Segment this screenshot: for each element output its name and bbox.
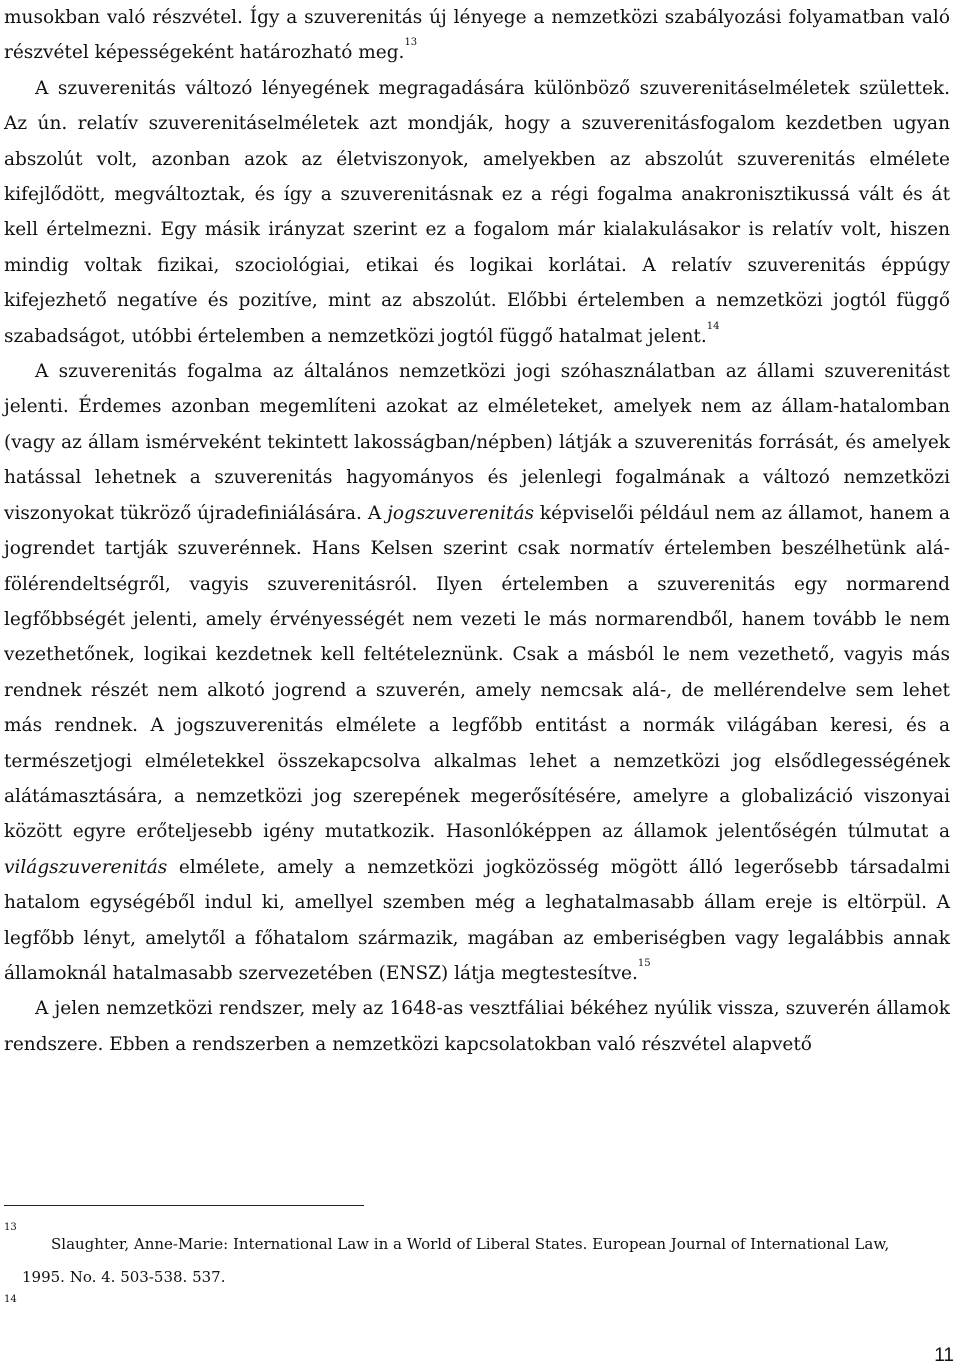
paragraph-text: musokban való részvétel. Így a szuverenitás új lényege a nemzetközi szabályozási folyamatban való részvétel képességeként határozható meg. xyxy=(4,7,950,64)
footnote-number: 13 xyxy=(4,1222,17,1233)
paragraph xyxy=(4,991,950,1062)
footnote-ref-14: 14 xyxy=(706,320,720,332)
footnote-text: Slaughter, Anne-Marie: International Law in a World of Liberal States. European Journal of International Law, 1995. No. 4. 503-538. 537. xyxy=(22,1235,890,1286)
paragraph-text: A szuverenitás fogalma az általános nemzetközi jogi szóhasználatban az állami szuverenitást jelenti. Érdemes azonban megemlíteni azokat az elméleteket, amelyek nem az állam-hatalomban (vagy az állam ismérveként tekintett lakosságban/népben) látják a szuverenitás forrását, és amelyek hatással lehetnek a szuverenitás hagyományos és jelenlegi fogalmának a változó nemzetközi viszonyokat tükröző újradefiniálására. A xyxy=(4,361,950,524)
footnote-number: 14 xyxy=(4,1294,17,1305)
italic-term-vilagszuverenitas: világszuverenitás xyxy=(4,856,168,878)
paragraph xyxy=(4,354,950,991)
paragraph-text: elmélete, amely a nemzetközi jogközösség mögött álló legerősebb társadalmi hatalom egységéből indul ki, amellyel szemben még a leghatalmasabb állam ereje is eltörpül. A legfőbb lényt, amelytől a főhatalom származik, magában az emberiségben vagy legalábbis annak államoknál hatalmasabb szervezetében (ENSZ) látja megtestesítve. xyxy=(4,856,950,984)
page-number: 11 xyxy=(934,1345,954,1366)
paragraph xyxy=(4,71,950,354)
paragraph-text: képviselői például nem az államot, hanem a jogrendet tartják szuverénnek. Hans Kelsen szerint csak normatív értelemben beszélhetünk alá-fölérendeltségről, vagyis szuverenitásról. Ilyen értelemben a szuverenitás egy normarend legfőbbségét jelenti, amely érvényességét nem vezeti le más normarendből, hanem tovább le nem vezethetőnek, logikai kezdetnek kell feltételeznünk. Csak a másból le nem vezethető, vagyis más rendnek részét nem alkotó jogrend a szuverén, amely nemcsak alá-, de mellérendelve sem lehet más rendnek. A jogszuverenitás elmélete a legfőbb entitást a normák világában keresi, és a természetjogi elméletekkel összekapcsolva alkalmas lehet a nemzetközi jog elsődlegességének alátámasztására, a nemzetközi jog szerepének megerősítésére, amelyre a globalizáció viszonyai között egyre erőteljesebb igény mutatkozik. Hasonlóképpen az államok jelentőségén túlmutat a xyxy=(4,502,950,843)
paragraph-text: A szuverenitás változó lényegének megragadására különböző szuverenitáselméletek születtek. Az ún. relatív szuverenitáselméletek azt mondják, hogy a szuverenitásfogalom kezdetben ugyan abszolút volt, azonban azok az életviszonyok, amelyekben az abszolút szuverenitás elmélete kifejlődött, megváltoztak, és így a szuverenitásnak ez a régi fogalma anakronisztikussá vált és át kell értelmezni. Egy másik irányzat szerint ez a fogalom már kialakulásakor is relatív volt, hiszen mindig voltak fizikai, szociológiai, etikai és logikai korlátai. A relatív szuverenitás éppúgy kifejezhető negatíve és pozitíve, mint az abszolút. Előbbi értelemben a nemzetközi jogtól függő szabadságot, utóbbi értelemben a nemzetközi jogtól függő hatalmat jelent. xyxy=(4,77,950,347)
footnote-ref-15: 15 xyxy=(637,957,651,969)
footnote-divider xyxy=(4,1205,364,1206)
footnote-ref-13: 13 xyxy=(404,37,418,49)
body-text xyxy=(4,0,950,1062)
paragraph xyxy=(4,0,950,71)
paragraph-text: A jelen nemzetközi rendszer, mely az 1648-as vesztfáliai békéhez nyúlik vissza, szuverén államok rendszere. Ebben a rendszerben a nemzetközi kapcsolatokban való részvétel alapvető xyxy=(4,998,950,1055)
italic-term-jogszuverenitas: jogszuverenitás xyxy=(387,502,534,524)
